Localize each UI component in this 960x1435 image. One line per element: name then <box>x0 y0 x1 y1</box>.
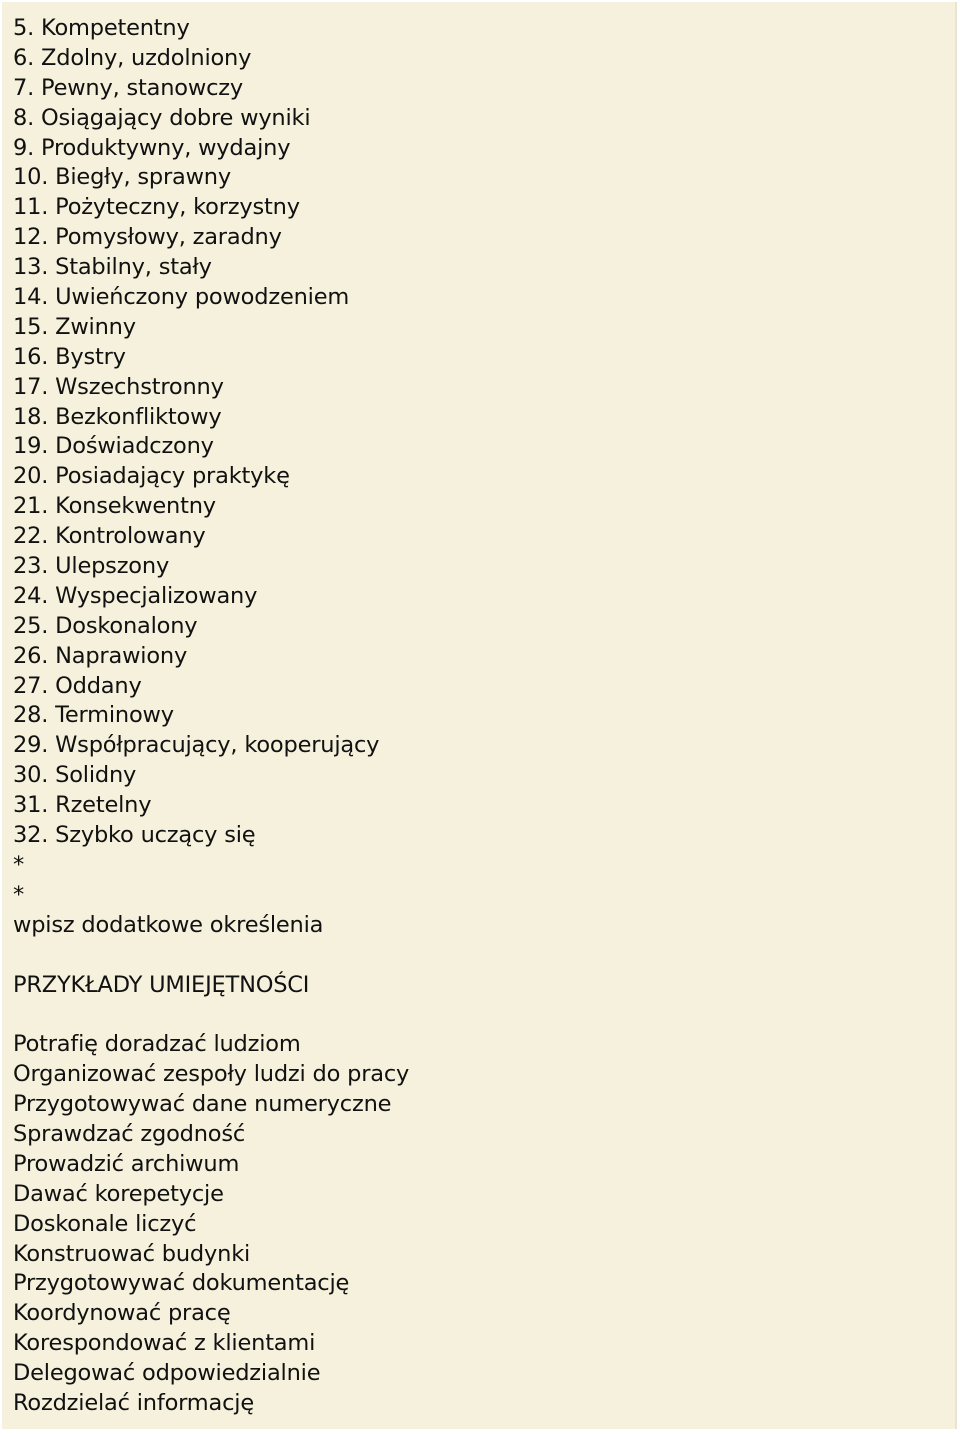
list-item: Delegować odpowiedzialnie <box>13 1360 321 1387</box>
list-item: Doskonale liczyć <box>13 1210 197 1237</box>
list-item: Konstruować budynki <box>13 1240 251 1267</box>
document-page <box>2 2 957 1429</box>
list-item: 15. Zwinny <box>13 313 136 340</box>
list-item: 10. Biegły, sprawny <box>13 164 231 191</box>
list-item: Korespondować z klientami <box>13 1330 316 1357</box>
list-item: 19. Doświadczony <box>13 433 214 460</box>
list-item: 30. Solidny <box>13 762 137 789</box>
extra-note: wpisz dodatkowe określenia <box>13 911 324 938</box>
list-item: 29. Współpracujący, kooperujący <box>13 732 380 759</box>
list-item: 27. Oddany <box>13 672 142 699</box>
list-item: 13. Stabilny, stały <box>13 254 212 281</box>
list-item: Organizować zespoły ludzi do pracy <box>13 1061 410 1088</box>
list-item: 25. Doskonalony <box>13 612 198 639</box>
list-item: 9. Produktywny, wydajny <box>13 134 291 161</box>
list-item: 8. Osiągający dobre wyniki <box>13 104 311 131</box>
list-item: 12. Pomysłowy, zaradny <box>13 224 282 251</box>
list-item: Sprawdzać zgodność <box>13 1120 246 1147</box>
list-item: 24. Wyspecjalizowany <box>13 582 258 609</box>
list-item: 18. Bezkonfliktowy <box>13 403 222 430</box>
skills-heading: PRZYKŁADY UMIEJĘTNOŚCI <box>13 971 310 998</box>
extra-marker: * <box>13 881 25 908</box>
list-item: 32. Szybko uczący się <box>13 822 256 849</box>
list-item: 7. Pewny, stanowczy <box>13 74 243 101</box>
extra-marker: * <box>13 851 25 878</box>
list-item: 11. Pożyteczny, korzystny <box>13 194 300 221</box>
list-item: 6. Zdolny, uzdolniony <box>13 44 252 71</box>
list-item: 17. Wszechstronny <box>13 373 224 400</box>
list-item: 26. Naprawiony <box>13 642 188 669</box>
list-item: 21. Konsekwentny <box>13 493 216 520</box>
list-item: Prowadzić archiwum <box>13 1150 240 1177</box>
blank-line <box>13 1000 409 1030</box>
list-item: Rozdzielać informację <box>13 1389 254 1416</box>
document-content <box>13 14 409 1419</box>
list-item: 14. Uwieńczony powodzeniem <box>13 284 350 311</box>
skills-list <box>13 1030 409 1419</box>
list-item: Koordynować pracę <box>13 1300 231 1327</box>
list-item: Potrafię doradzać ludziom <box>13 1031 301 1058</box>
list-item: 16. Bystry <box>13 343 126 370</box>
list-item: 28. Terminowy <box>13 702 174 729</box>
list-item: 5. Kompetentny <box>13 15 190 41</box>
list-item: Przygotowywać dane numeryczne <box>13 1091 392 1118</box>
blank-line <box>13 941 409 971</box>
list-item: Przygotowywać dokumentację <box>13 1270 350 1297</box>
adjective-list <box>13 14 409 851</box>
list-item: 31. Rzetelny <box>13 792 152 819</box>
list-item: 22. Kontrolowany <box>13 523 206 550</box>
list-item: 20. Posiadający praktykę <box>13 463 290 490</box>
list-item: 23. Ulepszony <box>13 553 170 580</box>
list-item: Dawać korepetycje <box>13 1180 224 1207</box>
